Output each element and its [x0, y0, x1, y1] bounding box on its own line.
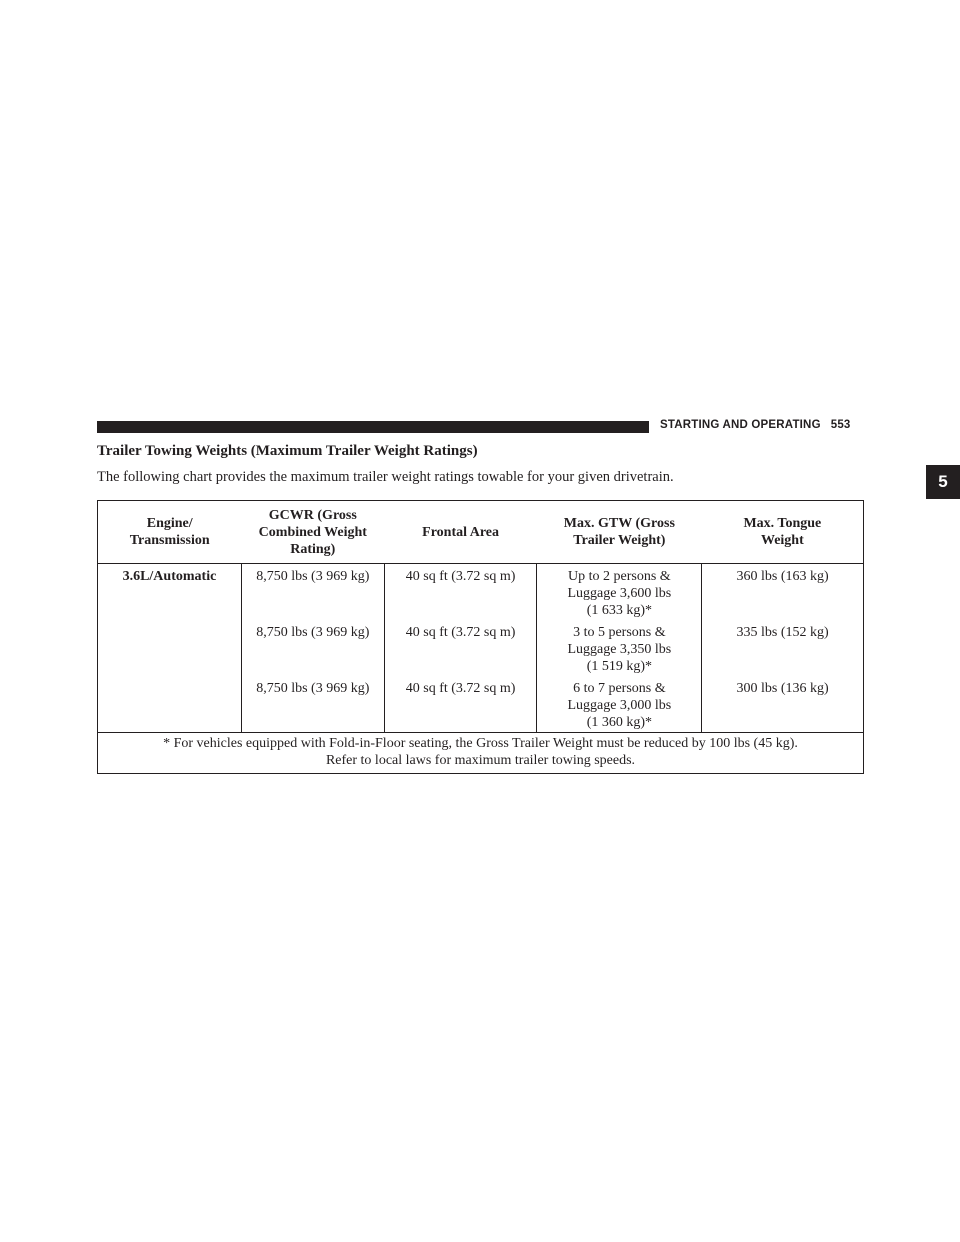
header-max-tongue: Max. Tongue Weight	[702, 501, 864, 564]
tongue-cell: 360 lbs (163 kg)	[702, 564, 864, 625]
header-gcwr: GCWR (Gross Combined Weight Rating)	[241, 501, 384, 564]
tongue-cell: 335 lbs (152 kg)	[702, 624, 864, 680]
frontal-cell: 40 sq ft (3.72 sq m)	[384, 680, 537, 733]
footnote-line: * For vehicles equipped with Fold-in-Floor seating, the Gross Trailer Weight must be reduced by 100 lbs (45 kg).	[163, 736, 798, 751]
gtw-cell: 6 to 7 persons & Luggage 3,000 lbs (1 360 kg)*	[537, 680, 702, 733]
gcwr-cell: 8,750 lbs (3 969 kg)	[241, 564, 384, 625]
header-engine: Engine/ Transmission	[98, 501, 242, 564]
frontal-cell: 40 sq ft (3.72 sq m)	[384, 564, 537, 625]
section-tab: 5	[926, 465, 960, 499]
gtw-cell: 3 to 5 persons & Luggage 3,350 lbs (1 519 kg)*	[537, 624, 702, 680]
page-number: 553	[830, 419, 851, 431]
header-max-gtw: Max. GTW (Gross Trailer Weight)	[537, 501, 702, 564]
trailer-weights-table	[97, 500, 864, 774]
footnote-row	[98, 733, 864, 774]
header-rule	[97, 421, 649, 433]
footnote-line: Refer to local laws for maximum trailer towing speeds.	[325, 753, 636, 768]
intro-paragraph: The following chart provides the maximum trailer weight ratings towable for your given drivetrain.	[97, 469, 674, 485]
engine-cell: 3.6L/Automatic	[98, 564, 242, 733]
header-frontal-area: Frontal Area	[384, 501, 537, 564]
table-row	[98, 564, 864, 625]
gtw-cell: Up to 2 persons & Luggage 3,600 lbs (1 633 kg)*	[537, 564, 702, 625]
tongue-cell: 300 lbs (136 kg)	[702, 680, 864, 733]
running-header	[660, 419, 851, 431]
table-header-row	[98, 501, 864, 564]
section-title: Trailer Towing Weights (Maximum Trailer Weight Ratings)	[97, 443, 478, 459]
footnote-cell	[98, 733, 864, 774]
header-section-title: STARTING AND OPERATING	[660, 419, 821, 431]
frontal-cell: 40 sq ft (3.72 sq m)	[384, 624, 537, 680]
gcwr-cell: 8,750 lbs (3 969 kg)	[241, 680, 384, 733]
gcwr-cell: 8,750 lbs (3 969 kg)	[241, 624, 384, 680]
